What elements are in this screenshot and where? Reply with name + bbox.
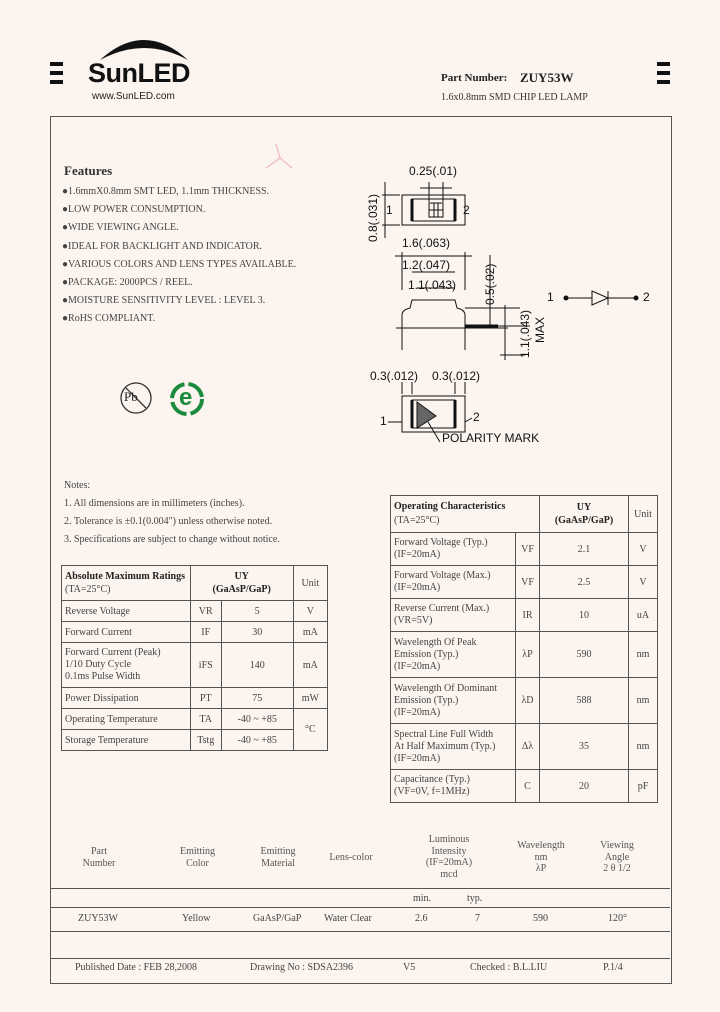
op-param: Capacitance (Typ.) (VF=0V, f=1MHz): [391, 770, 516, 803]
op-sym: VF: [516, 533, 540, 566]
footer-version: V5: [403, 962, 416, 973]
abs-val: 30: [221, 622, 293, 643]
op-unit: V: [629, 533, 658, 566]
watermark-icon: [258, 140, 298, 174]
pt-typ-label: typ.: [467, 893, 483, 904]
abs-unit-header: Unit: [293, 566, 327, 601]
abs-param: Operating Temperature: [62, 709, 191, 730]
header-left-marks: [50, 62, 63, 89]
product-description: 1.6x0.8mm SMD CHIP LED LAMP: [441, 92, 588, 103]
op-sym: λP: [516, 632, 540, 678]
op-unit-header: Unit: [629, 496, 658, 533]
pt-header-material: Emitting Material: [260, 846, 296, 869]
abs-val: 140: [221, 643, 293, 688]
feature-item: ●1.6mmX0.8mm SMT LED, 1.1mm THICKNESS.: [62, 186, 270, 197]
op-unit: uA: [629, 599, 658, 632]
abs-val: 75: [221, 688, 293, 709]
polarity-mark-label: POLARITY MARK: [442, 431, 540, 445]
abs-val: -40 ~ +85: [221, 709, 293, 730]
pt-row-typ: 7: [475, 913, 480, 924]
polarity-pin-2: 2: [473, 410, 480, 424]
pt-header-color: Emitting Color: [180, 846, 215, 869]
part-number-label: Part Number:: [441, 72, 508, 84]
pt-divider-2: [51, 907, 670, 908]
dim-16: 1.6(.063): [402, 236, 451, 250]
top-view-pin-2: 2: [463, 203, 470, 217]
op-param: Forward Voltage (Max.) (IF=20mA): [391, 566, 516, 599]
feature-item: ●PACKAGE: 2000PCS / REEL.: [62, 277, 193, 289]
abs-sym: iFS: [190, 643, 221, 688]
op-unit: nm: [629, 678, 658, 724]
footer-published: Published Date : FEB 28,2008: [75, 962, 197, 973]
pt-header-luminous: Luminous Intensity (IF=20mA) mcd: [425, 834, 473, 880]
features-title: Features: [64, 163, 113, 178]
op-param: Wavelength Of Peak Emission (Typ.) (IF=20mA): [391, 632, 516, 678]
abs-sym: IF: [190, 622, 221, 643]
op-param: Spectral Line Full Width At Half Maximum (Typ.) (IF=20mA): [391, 724, 516, 770]
abs-sym: PT: [190, 688, 221, 709]
op-unit: nm: [629, 632, 658, 678]
pt-divider-3: [51, 931, 670, 932]
pt-row-material: GaAsP/GaP: [253, 913, 302, 924]
website: www.SunLED.com: [92, 91, 175, 102]
absolute-max-ratings-table: [61, 565, 328, 751]
abs-sym: VR: [190, 601, 221, 622]
abs-param: Reverse Voltage: [62, 601, 191, 622]
op-val: 20: [540, 770, 629, 803]
pt-header-lens: Lens-color: [329, 852, 373, 863]
op-sym: C: [516, 770, 540, 803]
notes: [64, 477, 280, 549]
pt-header-wavelength: Wavelength nm λP: [517, 840, 565, 874]
abs-sym: Tstg: [190, 730, 221, 751]
pt-min-label: min.: [413, 893, 432, 904]
pt-row-lens: Water Clear: [324, 913, 372, 924]
eco-badge: [167, 380, 207, 418]
diode-pin-1: 1: [547, 290, 554, 304]
op-val: 35: [540, 724, 629, 770]
feature-item: ●MOISTURE SENSITIVITY LEVEL : LEVEL 3.: [62, 295, 266, 307]
pt-header-angle: Viewing Angle 2 θ 1/2: [600, 840, 634, 874]
diode-pin-2: 2: [643, 290, 650, 304]
dim-08: 0.8(.031): [366, 193, 380, 242]
note-item: 2. Tolerance is ±0.1(0.004") unless otherwise noted.: [64, 516, 273, 527]
header-right-marks: [657, 62, 670, 89]
op-val: 588: [540, 678, 629, 724]
feature-item: ●IDEAL FOR BACKLIGHT AND INDICATOR.: [62, 240, 263, 252]
abs-val: 5: [221, 601, 293, 622]
pt-divider-1: [51, 888, 670, 889]
feature-item: ●RoHS COMPLIANT.: [62, 313, 156, 325]
footer-drawing: Drawing No : SDSA2396: [250, 962, 354, 973]
abs-unit: mW: [293, 688, 327, 709]
abs-unit: °C: [293, 709, 327, 751]
operating-characteristics-table: [390, 495, 658, 803]
op-unit: V: [629, 566, 658, 599]
op-val: 10: [540, 599, 629, 632]
abs-title: Absolute Maximum Ratings (TA=25°C): [62, 566, 191, 601]
abs-val: -40 ~ +85: [221, 730, 293, 751]
op-val: 2.5: [540, 566, 629, 599]
abs-unit: mA: [293, 643, 327, 688]
pt-row-angle: 120°: [608, 913, 627, 924]
dim-11-max: 1.1(.043): [518, 309, 532, 358]
op-sym: λD: [516, 678, 540, 724]
feature-item: ●LOW POWER CONSUMPTION.: [62, 204, 206, 216]
top-view-pin-1: 1: [386, 203, 393, 217]
op-param: Forward Voltage (Typ.) (IF=20mA): [391, 533, 516, 566]
dim-03-left: 0.3(.012): [370, 369, 419, 383]
dim-11: 1.1(.043): [408, 278, 457, 292]
pt-row-part: ZUY53W: [78, 913, 118, 924]
feature-item: ●WIDE VIEWING ANGLE.: [62, 222, 179, 234]
abs-param: Power Dissipation: [62, 688, 191, 709]
features-list: [62, 183, 296, 329]
note-item: 3. Specifications are subject to change without notice.: [64, 534, 280, 545]
op-val: 590: [540, 632, 629, 678]
op-param: Reverse Current (Max.) (VR=5V): [391, 599, 516, 632]
footer-checked: Checked : B.L.LIU: [470, 962, 548, 973]
abs-sym: TA: [190, 709, 221, 730]
op-sym: VF: [516, 566, 540, 599]
op-title: Operating Characteristics (TA=25°C): [391, 496, 540, 533]
abs-param: Storage Temperature: [62, 730, 191, 751]
footer-divider: [51, 958, 670, 959]
feature-item: ●VARIOUS COLORS AND LENS TYPES AVAILABLE.: [62, 258, 297, 270]
pt-row-wavelength: 590: [533, 913, 548, 924]
abs-unit: V: [293, 601, 327, 622]
op-sym: Δλ: [516, 724, 540, 770]
abs-param: Forward Current (Peak) 1/10 Duty Cycle 0.1ms Pulse Width: [62, 643, 191, 688]
diode-symbol-icon: [562, 288, 642, 308]
abs-uy-header: UY (GaAsP/GaP): [190, 566, 293, 601]
dim-12: 1.2(.047): [402, 258, 451, 272]
dim-025: 0.25(.01): [409, 164, 458, 178]
op-unit: nm: [629, 724, 658, 770]
note-item: 1. All dimensions are in millimeters (inches).: [64, 498, 245, 509]
dim-05: 0.5(.02): [483, 263, 497, 305]
op-sym: IR: [516, 599, 540, 632]
op-param: Wavelength Of Dominant Emission (Typ.) (IF=20mA): [391, 678, 516, 724]
logo: SunLED: [88, 58, 190, 88]
pb-label: Pb: [124, 389, 138, 404]
abs-unit: mA: [293, 622, 327, 643]
polarity-pin-1: 1: [380, 414, 387, 428]
pt-row-min: 2.6: [415, 913, 428, 924]
pt-row-color: Yellow: [182, 913, 211, 924]
notes-title: Notes:: [64, 480, 91, 491]
pb-free-badge: [118, 380, 154, 416]
eco-label: e: [179, 384, 193, 411]
footer-page: P.1/4: [603, 962, 623, 973]
op-unit: pF: [629, 770, 658, 803]
abs-param: Forward Current: [62, 622, 191, 643]
pt-header-part: Part Number: [82, 846, 116, 869]
op-uy-header: UY (GaAsP/GaP): [540, 496, 629, 533]
part-number: ZUY53W: [520, 70, 574, 85]
op-val: 2.1: [540, 533, 629, 566]
dim-max: MAX: [533, 316, 547, 343]
dim-03-right: 0.3(.012): [432, 369, 481, 383]
